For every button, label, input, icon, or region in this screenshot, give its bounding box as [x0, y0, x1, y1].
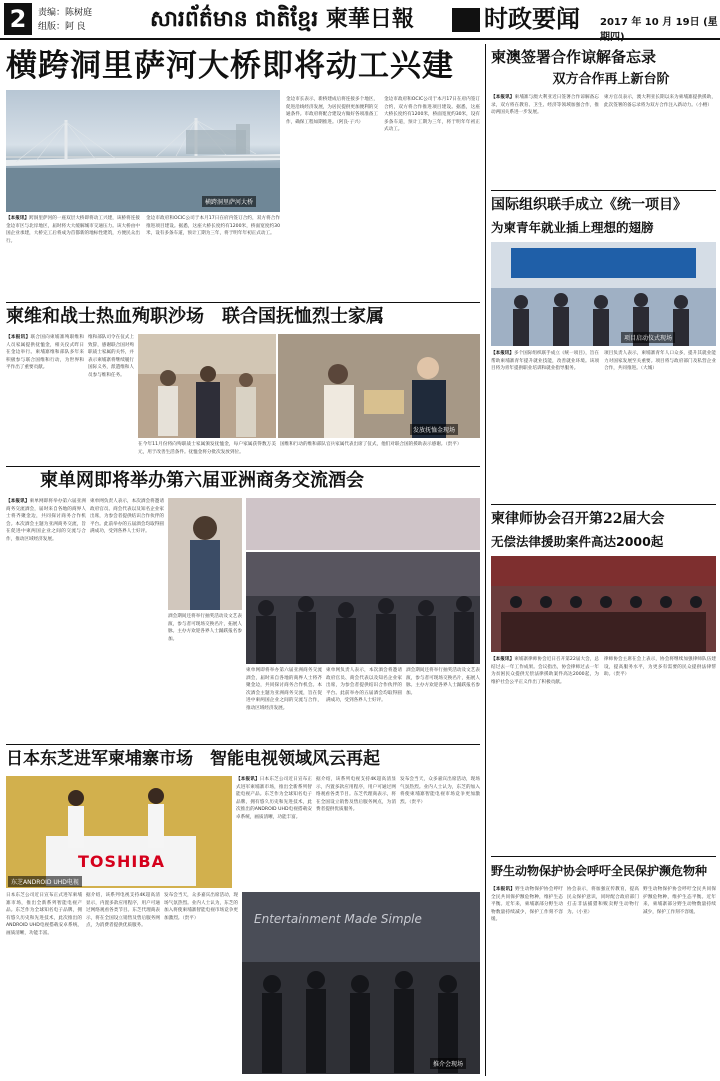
bridge-headline: 横跨洞里萨河大桥即将动工兴建 [6, 48, 454, 84]
wildlife-headline: 野生动物保护协会呼吁全民保护濒危物种 [491, 864, 708, 878]
toshiba-logo: TOSHIBA [78, 852, 165, 871]
toshiba-body-d: 日本东芝公司近日宣布正式进军柬埔寨市场，推出全新系列智能电视产品。东芝作为全球知名电子品牌，拥有悠久历史和先进技术，此次推出的ANDROID UHD电视搭载安卓系统，画质清晰，功能丰富。 [6, 893, 82, 936]
assembly-illustration [491, 556, 716, 652]
lawyers-subheadline: 无偿法律援助案件高达2000起 [491, 534, 664, 549]
wildlife-body-a: 【本报讯】野生动物保护协会呼吁全民共同保护濒危物种，维护生态平衡。近年来，柬埔寨部分野生动物数量持续减少，保护工作刻不容缓。 [491, 887, 563, 923]
editor-label: 责编：陈树庭 [38, 7, 93, 17]
bridge-photo [6, 90, 280, 212]
martyrs-headline: 柬维和战士热血殉职沙场 联合国抚恤烈士家属 [6, 306, 384, 327]
masthead: សារព័ត៌មាន ជាតិខ្មែរ 柬華日報 [150, 6, 414, 32]
backdrop-text: Entertainment Made Simple [254, 912, 422, 926]
guest-illustration [168, 498, 242, 610]
wine-headline: 柬单网即将举办第六届亚洲商务交流酒会 [40, 470, 364, 491]
divider-r1 [491, 190, 716, 191]
column-divider [485, 44, 486, 1076]
unproject-body-a: 【本报讯】多个国际组织联手成立《统一项目》，旨在帮助柬埔寨青年提升就业技能，改善就业环境。该项目将为青年提供职业培训和就业指导服务。 [491, 351, 599, 372]
wildlife-body-c: 野生动物保护协会呼吁全民共同保护濒危物种，维护生态平衡。近年来，柬埔寨部分野生动物数量持续减少，保护工作刻不容缓。 [643, 887, 716, 915]
toshiba-body-b: 据介绍，该系列电视支持4K超高清显示，内置多款应用程序，用户可通过网络观看各类节目。东芝代理商表示，将在全国设立销售及售后服务网点，为消费者提供优质服务。 [316, 777, 396, 813]
unproject-photo-caption: 项目启动仪式现场 [621, 332, 675, 343]
lawyers-body-b: 律师协会主席在会上表示，协会将继续加强律师队伍建设，提高服务水平，为更多有需要的民众提供法律帮助。（贵平） [604, 657, 716, 678]
martyrs-photo [138, 334, 276, 438]
bridge-lead: 【本报讯】 [6, 216, 30, 221]
ceremony-illustration [138, 334, 276, 438]
wildlife-body-b: 协会表示，将加强宣传教育，提高民众保护意识，同时配合政府部门打击非法捕猎和贩卖野生动物行为。（小亚） [567, 887, 639, 915]
bridge-body-c: 金边市长表示，新桥建成后将连接多个地区，促进沿线经济发展，为居民提供更加便利的交通条件。市政府将配合建设方做好各项准备工作，确保工程如期推进。（阿良·子兴） [286, 97, 378, 125]
unproject-body-b: 项目负责人表示，柬埔寨青年人口众多，提升其就业能力对国家发展至关重要。项目将与政府部门及私营企业合作，共同推进。（大城） [604, 351, 716, 372]
bridge-photo-caption: 横跨洞里萨河大桥 [202, 196, 256, 207]
cooperation-headline: 柬澳签署合作谅解备忘录 [491, 48, 657, 66]
crowd-illustration [246, 552, 480, 664]
handover-illustration [278, 334, 480, 438]
lawyers-photo [491, 556, 716, 652]
toshiba-photo-caption: 东芝ANDROID UHD电视 [8, 876, 82, 887]
wine-body-d: 柬单网即将举办第六届亚洲商务交流酒会，届时来自各地的商界人士将齐聚金边，共同探讨商务合作机会。本次酒会主题为亚洲商务交流，旨在促进中柬两国企业之间的交流与合作，推动区域经济发展。 [246, 668, 322, 711]
divider-1 [6, 302, 480, 303]
unproject-subheadline: 为柬青年就业插上理想的翅膀 [491, 220, 654, 235]
wine-body-b: 柬单网负责人表示，本次酒会将邀请政府官员、商会代表以及知名企业家出席，为参会者提供结识合作伙伴的平台。此前举办的五届酒会均取得圆满成功，受到各界人士好评。 [90, 499, 164, 535]
toshiba-body-e: 据介绍，该系列电视支持4K超高清显示，内置多款应用程序，用户可通过网络观看各类节目。东芝代理商表示，将在全国设立销售及售后服务网点，为消费者提供优质服务。 [86, 893, 160, 929]
martyrs-body-d: 国维和行动的维和部队官兵家属代表出席了仪式，他们对联合国的援助表示感谢。（贵平） [280, 442, 462, 447]
lawyers-body-a: 【本报讯】柬埔寨律师协会近日召开第22届大会，总结过去一年工作成果。会议指出，协会律师过去一年为贫困民众提供无偿法律援助案件高达2000起，为维护社会公平正义作出了积极贡献。 [491, 657, 599, 685]
martyrs-photo-caption: 发放抚恤金现场 [410, 424, 458, 435]
martyrs-body-a: 【本报讯】联合国向柬埔寨殉职维和人员家属提供抚恤金，相关仪式昨日在金边举行。柬埔寨维和部队多年来积极参与联合国维和行动，为世界和平作出了重要贡献。 [6, 335, 84, 371]
wine-photo-3 [246, 498, 480, 550]
cooperation-subheadline: 双方合作再上新台阶 [552, 72, 670, 87]
martyrs-body-c: 在今年11月份将向殉职战士家属颁发抚恤金，每户家属获得数万美元，用于改善生活条件。抚恤金将分批次发放到位。 [138, 442, 276, 455]
bridge-illustration [6, 90, 280, 212]
martyrs-photo-2 [278, 334, 480, 438]
bridge-body-b: 金边市政府和OCIC公司于本月17日在府内签订合约，双方将合作推进项目建设。据悉，这座大桥长度约有1200米，桥面宽度约30米，设有多条车道，预计工期为三年，将于明年年初正式动工。 [146, 216, 280, 237]
toshiba-event-caption: 推介会现场 [430, 1058, 466, 1069]
wine-photo-1 [168, 498, 242, 610]
project-launch-illustration [491, 242, 716, 346]
toshiba-photo [6, 776, 232, 888]
cooperation-body-a: 【本报讯】柬埔寨与澳大利亚近日签署合作谅解备忘录，双方将在教育、卫生、经济等领域加强合作，推动两国关系进一步发展。 [491, 95, 599, 116]
lawyers-headline: 柬律师协会召开第22届大会 [491, 511, 665, 527]
divider-r2 [491, 504, 716, 505]
toshiba-headline: 日本东芝进军柬埔寨市场 智能电视领域风云再起 [6, 749, 380, 769]
page-number: 2 [4, 3, 32, 35]
toshiba-body-f: 发布会当天，众多嘉宾出席活动，现场气氛热烈。业内人士认为，东芝的加入将使柬埔寨智能电视市场竞争更加激烈。（贵平） [164, 893, 238, 921]
layout-label: 组版：阿 良 [38, 21, 86, 31]
divider-3 [6, 744, 480, 745]
bridge-body-d: 金边市政府和OCIC公司于本月17日在府内签订合约，双方将合作推进项目建设。据悉，这座大桥长度约有1200米，桥面宽度约30米，设有多条车道，预计工期为三年，将于明年年初正式动工。 [384, 97, 480, 133]
toshiba-body-a: 【本报讯】日本东芝公司近日宣布正式进军柬埔寨市场，推出全新系列智能电视产品。东芝作为全球知名电子品牌，拥有悠久历史和先进技术，此次推出的ANDROID UHD电视搭载安卓系统，画质清晰，功能丰富。 [236, 777, 312, 820]
wine-body-c: 酒会期间还将举行抽奖活动及文艺表演，参与者可现场交换名片，拓展人脉。主办方欢迎各界人士踊跃报名参加。 [168, 614, 242, 642]
unproject-photo [491, 242, 716, 346]
wine-body-a: 【本报讯】柬单网即将举办第六届亚洲商务交流酒会，届时来自各地的商界人士将齐聚金边，共同探讨商务合作机会。本次酒会主题为亚洲商务交流，旨在促进中柬两国企业之间的交流与合作，推动区域经济发展。 [6, 499, 86, 542]
martyrs-body-b: 维和部队司令在仪式上致辞，感谢联合国对殉职战士家属的关怀，并表示柬埔寨将继续履行国际义务，派遣维和人员参与维和任务。 [88, 335, 134, 378]
bridge-body-a: 【本报讯】跨洞里萨河的一座双层大桥即将动工兴建，该桥将连接金边市区与北岸地区，届时将大大缓解城市交通压力。该大桥由中国企业承建，大桥完工后将成为首都新的地标性建筑，方便民众出行。 [6, 216, 140, 244]
toshiba-body-c: 发布会当天，众多嘉宾出席活动，现场气氛热烈。业内人士认为，东芝的加入将使柬埔寨智能电视市场竞争更加激烈。（贵平） [400, 777, 480, 805]
wine-photo-2 [246, 552, 480, 664]
divider-2 [6, 466, 480, 467]
toshiba-event-photo [242, 892, 480, 1074]
cooperation-body-b: 柬方官员表示，澳大利亚长期以来为柬埔寨提供援助，此次签署的备忘录将为双方合作注入新动力。（小榕） [604, 95, 716, 108]
newspaper-header [0, 0, 720, 43]
editor-credits [38, 5, 92, 33]
unproject-headline: 国际组织联手成立《统一项目》 [491, 197, 687, 213]
wine-body-f: 酒会期间还将举行抽奖活动及文艺表演，参与者可现场交换名片，拓展人脉。主办方欢迎各界人士踊跃报名参加。 [406, 668, 480, 696]
wine-body-e: 柬单网负责人表示，本次酒会将邀请政府官员、商会代表以及知名企业家出席，为参会者提供结识合作伙伴的平台。此前举办的五届酒会均取得圆满成功，受到各界人士好评。 [326, 668, 402, 704]
section-marker [452, 8, 480, 32]
toshiba-booth-illustration [6, 776, 232, 888]
issue-date: 2017 年 10 月 19日 (星期四) [600, 17, 718, 43]
divider-r3 [491, 856, 716, 857]
section-title: 时政要闻 [484, 5, 580, 33]
